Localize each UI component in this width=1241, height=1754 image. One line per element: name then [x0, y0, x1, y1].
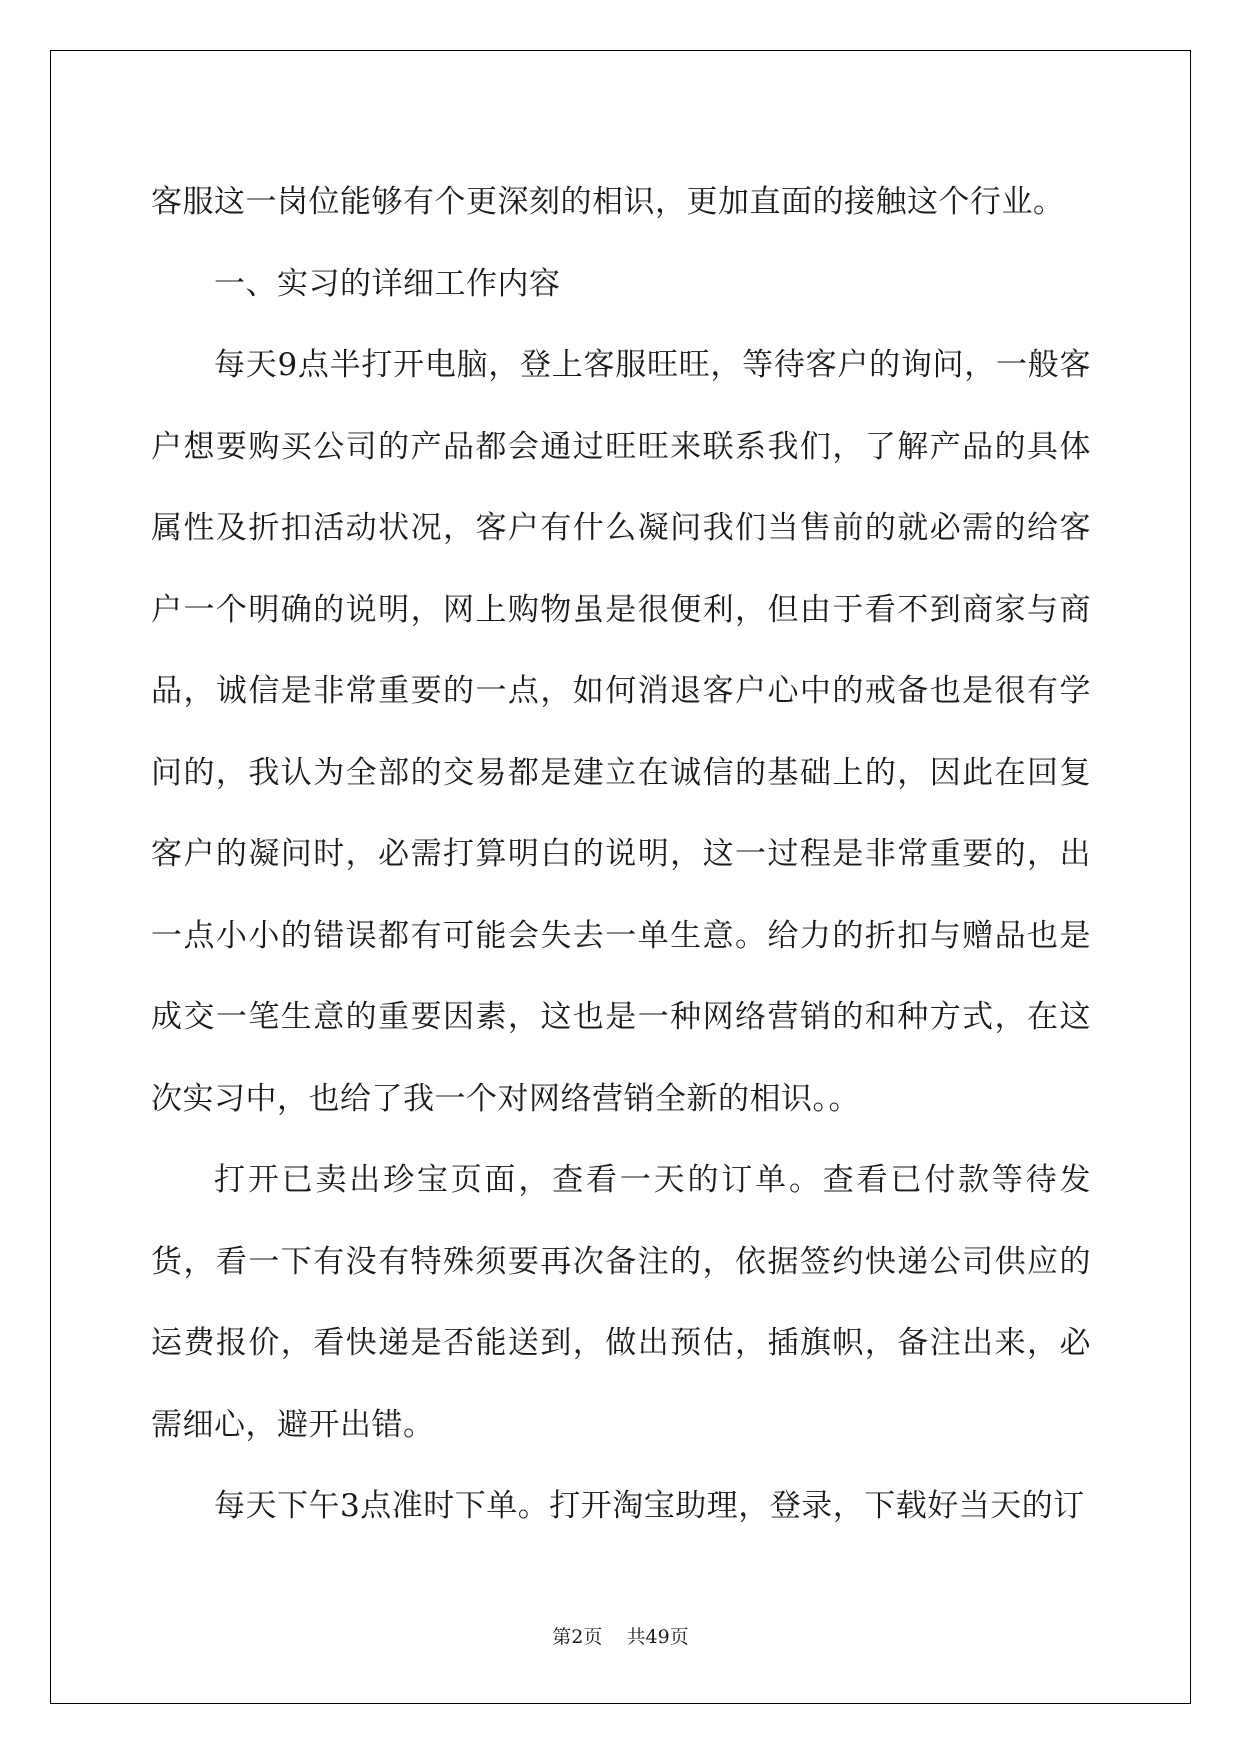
footer-page-suffix: 页	[583, 1626, 603, 1648]
total-pages-number: 49	[645, 1626, 670, 1648]
section-heading: 一、实习的详细工作内容	[214, 265, 561, 302]
paragraph-3: 每天9点半打开电脑，登上客服旺旺，等待客户的询问，一般客户想要购买公司的产品都会通过旺旺来联系我们，了解产品的具体属性及折扣活动状况，客户有什么凝问我们当售前的就必需的给客户一个明确的说明，网上购物虽是很便利，但由于看不到商家与商品，诚信是非常重要的一点，如何消退客户心中的戒备也是很有学问的，我认为全部的交易都是建立在诚信的基础上的，因此在回复客户的凝问时，必需打算明白的说明，这一过程是非常重要的，出一点小小的错误都有可能会失去一单生意。给力的折扣与赠品也是成交一笔生意的重要因素，这也是一种网络营销的和种方式，在这次实习中，也给了我一个对网络营销全新的相识。。	[151, 347, 1091, 1117]
paragraph-5: 每天下午3点准时下单。打开淘宝助理，登录，下载好当天的订	[214, 1488, 1085, 1524]
footer-total-suffix: 页	[669, 1626, 689, 1648]
current-page-number: 2	[571, 1626, 584, 1648]
document-body	[151, 162, 1091, 1548]
paragraph-4: 打开已卖出珍宝页面，查看一天的订单。查看已付款等待发货，看一下有没有特殊须要再次备注的，依据签约快递公司供应的运费报价，看快递是否能送到，做出预估，插旗帜，备注出来，必需细心，避开出错。	[151, 1162, 1091, 1443]
page-footer	[0, 1622, 1241, 1649]
footer-gap	[602, 1626, 626, 1648]
footer-total-prefix: 共	[626, 1626, 646, 1648]
footer-prefix: 第	[552, 1626, 572, 1648]
paragraph-1: 客服这一岗位能够有个更深刻的相识，更加直面的接触这个行业。	[151, 184, 1065, 220]
